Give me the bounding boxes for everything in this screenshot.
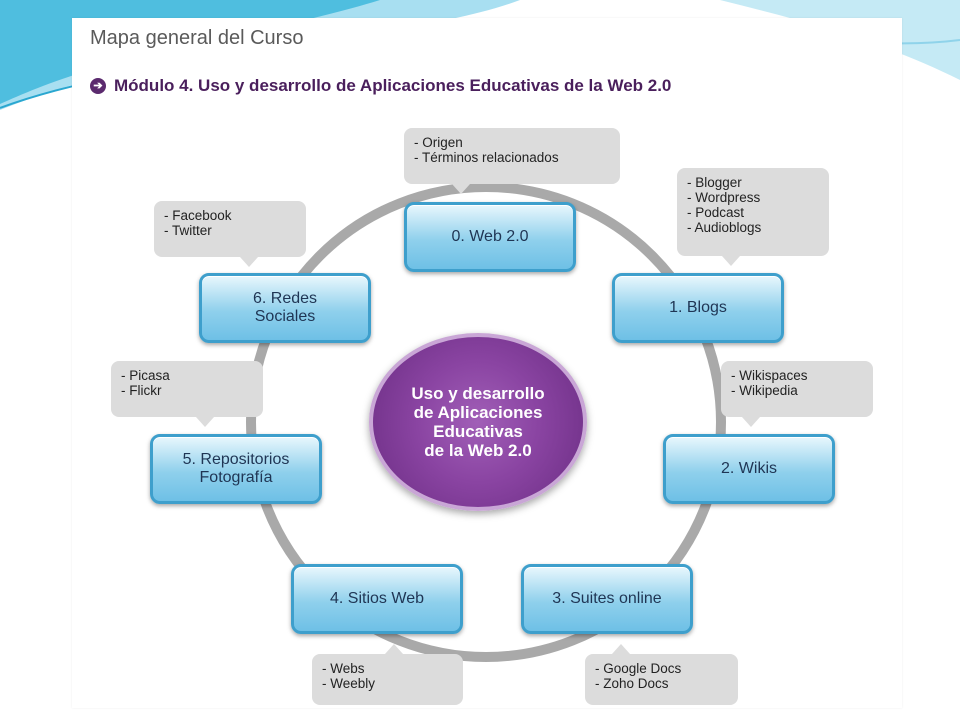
node-sitios-web[interactable]: 4. Sitios Web (291, 564, 463, 634)
callout-pointer (722, 256, 740, 266)
center-circle (369, 333, 587, 511)
callout-pointer (742, 417, 760, 427)
callout-item: - Audioblogs (687, 220, 762, 235)
node-web20[interactable]: 0. Web 2.0 (404, 202, 576, 272)
callout-item: - Wikipedia (731, 383, 798, 398)
callout-pointer (196, 417, 214, 427)
callout-item: - Zoho Docs (595, 676, 669, 691)
arrow-bullet-icon: ➔ (90, 78, 106, 94)
callout-item: - Wordpress (687, 190, 761, 205)
callout-repositorios (111, 361, 263, 417)
module-heading: Módulo 4. Uso y desarrollo de Aplicaciones Educativas de la Web 2.0 (114, 76, 672, 95)
callout-wikis (721, 361, 873, 417)
callout-suites-online (585, 654, 738, 705)
node-suites-online[interactable]: 3. Suites online (521, 564, 693, 634)
callout-redes-sociales (154, 201, 306, 257)
callout-pointer (612, 644, 630, 654)
callout-item: - Origen (414, 135, 463, 150)
node-blogs[interactable]: 1. Blogs (612, 273, 784, 343)
callout-pointer (385, 644, 403, 654)
callout-item: - Términos relacionados (414, 150, 559, 165)
callout-item: - Blogger (687, 175, 742, 190)
callout-item: - Facebook (164, 208, 232, 223)
center-text: Uso y desarrollo de Aplicaciones Educativas de la Web 2.0 (411, 384, 545, 460)
node-redes-sociales[interactable]: 6. Redes Sociales (199, 273, 371, 343)
node-repositorios-fotografia[interactable]: 5. Repositorios Fotografía (150, 434, 322, 504)
callout-item: - Weebly (322, 676, 376, 691)
callout-item: - Webs (322, 661, 365, 676)
page-title: Mapa general del Curso (90, 27, 304, 49)
callout-item: - Picasa (121, 368, 170, 383)
node-wikis[interactable]: 2. Wikis (663, 434, 835, 504)
callout-item: - Podcast (687, 205, 745, 220)
callout-pointer (240, 257, 258, 267)
callout-blogs (677, 168, 829, 256)
callout-item: - Twitter (164, 223, 212, 238)
callout-sitios-web (312, 654, 463, 705)
callout-item: - Google Docs (595, 661, 682, 676)
callout-item: - Flickr (121, 383, 162, 398)
callout-pointer (452, 184, 470, 194)
callout-web20 (404, 128, 620, 184)
callout-item: - Wikispaces (731, 368, 808, 383)
